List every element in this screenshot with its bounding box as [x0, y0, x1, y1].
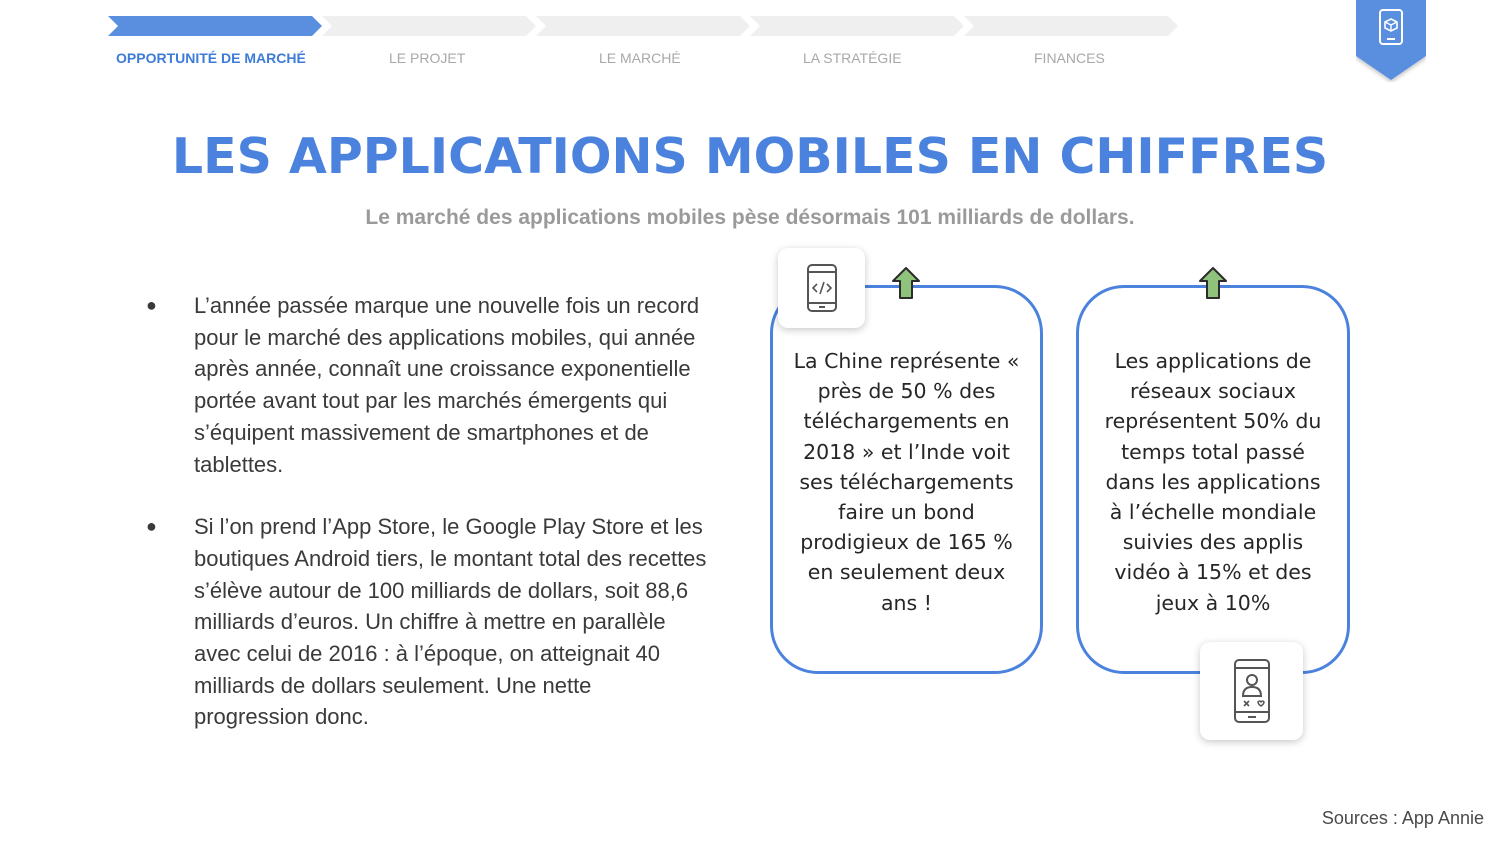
bullet-list: [140, 290, 710, 764]
stat-card-text: Les applications de réseaux sociaux représentent 50% du temps total passé dans les applications à l’échelle mondiale suivies des applis vidéo à 15% et des jeux à 10%: [1104, 349, 1322, 615]
up-arrow-icon: [891, 266, 921, 300]
step-label-marche[interactable]: LE MARCHÉ: [599, 50, 681, 66]
step-label-opportunite[interactable]: OPPORTUNITÉ DE MARCHÉ: [116, 50, 306, 66]
step-label-finances[interactable]: FINANCES: [1034, 50, 1105, 66]
stat-card-text: La Chine représente « près de 50 % des téléchargements en 2018 » et l’Inde voit ses téléchargements faire un bond prodigieux de 165 % en seulement deux ans !: [793, 349, 1020, 615]
bullet-text: Si l’on prend l’App Store, le Google Play Store et les boutiques Android tiers, le montant total des recettes s’élève autour de 100 milliards de dollars, soit 88,6 milliards d’euros. Un chiffre à mettre en parallèle avec celui de 2016 : à l’époque, on atteignait 40 milliards de dollars seulement. Une nette progression donc.: [194, 514, 707, 730]
corner-badge: [1356, 0, 1426, 82]
list-item: [140, 511, 710, 733]
step-chevron-5[interactable]: [964, 16, 1178, 36]
list-item: [140, 290, 710, 480]
phone-code-tile: [778, 248, 865, 328]
phone-profile-icon: [1232, 658, 1272, 724]
bullet-text: L’année passée marque une nouvelle fois un record pour le marché des applications mobiles, qui année après année, connaît une croissance exponentielle portée avant tout par les marchés émergents qui s’équipent massivement de smartphones et de tablettes.: [194, 293, 700, 477]
progress-steps: [108, 16, 1188, 36]
page-subtitle: Le marché des applications mobiles pèse désormais 101 milliards de dollars.: [365, 206, 1135, 229]
stat-card-social: [1076, 285, 1350, 674]
bullet-dot: ●: [146, 516, 157, 537]
step-chevron-1[interactable]: [108, 16, 322, 36]
step-chevron-2[interactable]: [322, 16, 536, 36]
phone-profile-tile: [1200, 642, 1303, 740]
step-chevron-3[interactable]: [536, 16, 750, 36]
page-title: LES APPLICATIONS MOBILES EN CHIFFRES: [171, 128, 1329, 185]
step-chevron-4[interactable]: [750, 16, 964, 36]
step-label-strategie[interactable]: LA STRATÉGIE: [803, 50, 902, 66]
sources-note: Sources : App Annie: [1321, 808, 1484, 828]
phone-code-icon: [805, 263, 839, 313]
step-label-projet[interactable]: LE PROJET: [389, 50, 466, 66]
up-arrow-icon: [1198, 266, 1228, 300]
bullet-dot: ●: [146, 295, 157, 315]
stat-card-china: [770, 285, 1043, 674]
